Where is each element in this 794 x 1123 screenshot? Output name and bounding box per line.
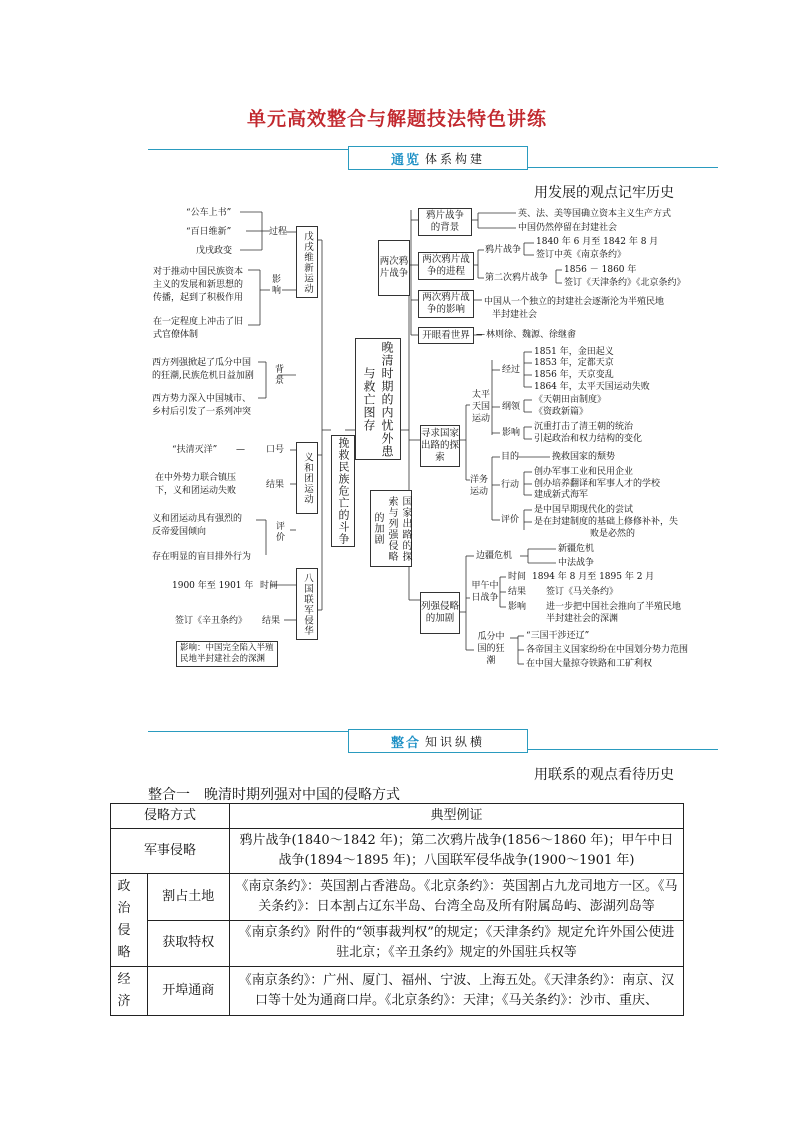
jiawu-impact-label: 影响 [508, 602, 527, 612]
jiawu-time-label: 时间 [508, 572, 527, 582]
jiawu-result-label: 结果 [508, 587, 527, 597]
yangwu-action-item: 建成新式海军 [534, 490, 589, 500]
table-header: 侵略方式 [111, 804, 230, 829]
aggression-box [420, 592, 460, 634]
opium-first-label: 鸦片战争 [485, 245, 522, 255]
yihetuan-bg-item: 西方列强掀起了瓜分中国 [152, 358, 252, 368]
taiping-course-item: 1851 年，金田起义 [534, 347, 614, 357]
yangwu-evaluate-item: 是中国早期现代化的尝试 [534, 505, 634, 515]
border-crisis-label: 边疆危机 [476, 551, 513, 561]
taiping-label: 太平天国运动 [471, 390, 490, 424]
opium-impact-item: 半封建社会 [492, 310, 538, 320]
yihetuan-eval-item: 义和团运动具有强烈的 [152, 514, 243, 524]
opium-eyes-dash: — [476, 330, 485, 340]
mindmap-right-main: 国家出路的探索与列强侵略的加剧 [370, 490, 412, 567]
yangwu-action-item: 创办培养翻译和军事人才的学校 [534, 479, 661, 489]
page-title: 单元高效整合与解题技法特色讲练 [246, 108, 547, 130]
yihetuan-eval-item: 存在明显的盲目排外行为 [152, 552, 252, 562]
baguo-result-text: 签订《辛丑条约》 [175, 616, 248, 626]
mindmap-left-main: 挽救民族危亡的斗争 [331, 435, 355, 547]
yangwu-action-label: 行动 [501, 480, 520, 490]
taiping-course-item: 1856 年，天京变乱 [534, 370, 614, 380]
yangwu-evaluate-item: 败是必然的 [590, 529, 636, 539]
yihetuan-eval-item: 反帝爱国倾向 [152, 527, 207, 537]
taiping-course-label: 经过 [502, 365, 521, 375]
taiping-course-item: 1864 年，太平天国运动失败 [534, 382, 650, 392]
opium-impact-box [418, 290, 474, 318]
opium-process-label: 两次鸦片战争的进程 [422, 254, 470, 277]
jiawu-label: 甲午中日战争 [471, 581, 499, 603]
table-cell-category: 开埠通商 [147, 967, 229, 1016]
opium-impact-item: 中国从一个独立的封建社会逐渐沦为半殖民地 [484, 297, 665, 307]
explore-label: 寻求国家出路的探索 [421, 428, 460, 463]
baguo-result-label: 结果 [262, 616, 281, 626]
carve-item: 各帝国主义国家纷纷在中国划分势力范围 [526, 645, 689, 655]
banner-sub: 体系构建 [425, 151, 486, 166]
wuxu-impact-item: 对于推动中国民族资本 [153, 267, 244, 277]
yihetuan-result-item: 在中外势力联合镇压 [155, 473, 237, 483]
opium-second-label: 第二次鸦片战争 [485, 273, 549, 283]
wuxu-process-item: 戊戌政变 [196, 246, 233, 256]
baguo-time-label: 时间 [260, 581, 279, 591]
yihetuan-eval-label: 评价 [276, 522, 286, 543]
section-motto: 用联系的观点看待历史 [534, 767, 674, 783]
yangwu-action-item: 创办军事工业和民用企业 [534, 467, 634, 477]
carve-item: 在中国大量掠夺铁路和工矿利权 [526, 659, 653, 669]
banner-label: 整合 [390, 735, 421, 751]
wuxu-impact-item: 在一定程度上冲击了旧 [153, 317, 244, 327]
wuxu-impact-item: 主义的发展和新思想的 [153, 280, 244, 290]
carve-label: 瓜分中国的狂潮 [477, 632, 505, 666]
yangwu-goal-label: 目的 [501, 452, 520, 462]
taiping-effect-item: 引起政治和权力结构的变化 [534, 434, 643, 444]
yihetuan-slogan-label: 口号 [266, 445, 285, 455]
table-row [111, 967, 684, 1016]
yihetuan-result-label: 结果 [266, 480, 285, 490]
wuxu-process-item: “公车上书” [186, 208, 232, 218]
wuxu-process-item: “百日维新” [186, 227, 232, 237]
yihetuan-result-item: 下，义和团运动失败 [155, 486, 237, 496]
taiping-course-item: 1853 年，定都天京 [534, 358, 614, 368]
group-label: 经济 [117, 972, 131, 1009]
table-row [111, 829, 684, 874]
aggression-label: 列强侵略的加剧 [421, 601, 460, 624]
opium-box-label: 两次鸦片战争 [379, 256, 409, 279]
table-cell-text: 《南京条约》：英国割占香港岛。《北京条约》：英国割占九龙司地方一区。《马关条约》：日本割占辽东半岛、台湾全岛及所有附属岛屿、澎湖列岛等 [230, 874, 684, 921]
wuxu-impact-label: 影响 [272, 275, 282, 296]
taiping-effect-item: 沉重打击了清王朝的统治 [534, 422, 634, 432]
opium-second-item: 1856 － 1860 年 [564, 265, 637, 275]
yangwu-evaluate-item: 是在封建制度的基础上修修补补，失 [534, 517, 679, 527]
table-row [111, 874, 684, 921]
opium-process-box [418, 252, 474, 280]
opium-bg-item: 中国仍然停留在封建社会 [518, 223, 618, 233]
mindmap-center: 晚清时期的内忧外患与救亡图存 [355, 338, 401, 460]
table-cell-text: 《南京条约》附件的“领事裁判权”的规定；《天津条约》规定允许外国公使进驻北京；《辛丑条约》规定的外国驻兵权等 [230, 920, 684, 967]
yihetuan-box: 义和团运动 [296, 442, 318, 514]
integration-heading: 整合一 晚清时期列强对中国的侵略方式 [148, 787, 400, 803]
wuxu-box: 戊戌维新运动 [296, 226, 318, 298]
opium-bg-box [418, 208, 472, 236]
opium-box [378, 240, 410, 296]
opium-eyes-text: 林则徐、魏源、徐继畬 [486, 330, 577, 340]
opium-bg-item: 英、法、美等国确立资本主义生产方式 [518, 209, 672, 219]
table-header-row [111, 804, 684, 829]
opium-first-item: 1840 年 6 月至 1842 年 8 月 [536, 237, 659, 247]
border-crisis-item: 中法战争 [558, 558, 595, 568]
yangwu-label: 洋务运动 [469, 475, 488, 497]
group-label: 政治侵略 [117, 879, 131, 960]
opium-bg-label: 鸦片战争的背景 [425, 210, 464, 233]
table-cell-category: 获取特权 [147, 920, 229, 967]
taiping-program-item: 《天朝田亩制度》 [534, 395, 607, 405]
carve-item: “三国干涉还辽” [526, 631, 590, 641]
yangwu-evaluate-label: 评价 [501, 515, 520, 525]
table-header: 典型例证 [230, 804, 684, 829]
opium-impact-label: 两次鸦片战争的影响 [422, 292, 470, 315]
banner-rule-left [148, 731, 348, 732]
yihetuan-bg-item: 乡村后引发了一系列冲突 [152, 407, 252, 417]
wuxu-impact-item: 传播，起到了积极作用 [153, 293, 244, 303]
yihetuan-bg-item: 的狂潮,民族危机日益加剧 [152, 371, 254, 381]
opium-first-item: 签订中英《南京条约》 [536, 250, 627, 260]
yihetuan-bg-item: 西方势力深入中国城市、 [152, 394, 252, 404]
table-row [111, 920, 684, 967]
border-crisis-item: 新疆危机 [558, 544, 595, 554]
opium-second-item: 签订《天津条约》《北京条约》 [564, 278, 686, 288]
baguo-box: 八国联军侵华 [296, 568, 318, 640]
explore-box [420, 425, 460, 467]
note-line: 影响：中国完全陷入半殖 [180, 643, 274, 653]
jiawu-time-text: 1894 年 8 月至 1895 年 2 月 [532, 572, 655, 582]
baguo-impact-note [176, 641, 278, 667]
section-banner-integrate [348, 729, 528, 753]
integration-table [110, 803, 684, 1016]
jiawu-impact-item: 进一步把中国社会推向了半殖民地 [546, 602, 682, 612]
note-line: 民地半封建社会的深渊 [180, 654, 266, 664]
taiping-effect-label: 影响 [502, 428, 521, 438]
table-cell-group [111, 874, 148, 967]
table-cell-category: 军事侵略 [111, 829, 230, 874]
table-cell-text: 鸦片战争(1840～1842 年)；第二次鸦片战争(1856～1860 年)；甲午中日战争(1894～1895 年)；八国联军侵华战争(1900～1901 年) [230, 829, 684, 874]
yihetuan-slogan-text: “扶清灭洋” [172, 445, 218, 455]
banner-label: 通览 [390, 152, 421, 168]
yihetuan-bg-label: 背景 [275, 365, 285, 386]
baguo-time-text: 1900 年至 1901 年 [172, 581, 254, 591]
section-motto: 用发展的观点记牢历史 [534, 185, 674, 201]
taiping-program-item: 《资政新篇》 [534, 407, 589, 417]
banner-sub: 知识纵横 [425, 734, 486, 749]
table-cell-group [111, 967, 148, 1016]
opium-eyes-box: 开眼看世界 [418, 327, 474, 344]
jiawu-impact-item: 半封建社会的深渊 [546, 614, 619, 624]
banner-rule-right [528, 749, 718, 750]
yangwu-goal-text: 挽救国家的颓势 [552, 452, 616, 462]
wuxu-process-label: 过程 [269, 227, 288, 237]
wuxu-impact-item: 式官僚体制 [153, 330, 199, 340]
table-cell-text: 《南京条约》：广州、厦门、福州、宁波、上海五处。《天津条约》：南京、汉口等十处为通商口岸。《北京条约》：天津；《马关条约》：沙市、重庆、 [230, 967, 684, 1016]
jiawu-result-text: 签订《马关条约》 [546, 587, 619, 597]
yihetuan-dash: — [236, 445, 245, 455]
taiping-program-label: 纲领 [502, 402, 521, 412]
table-cell-category: 割占土地 [147, 874, 229, 921]
